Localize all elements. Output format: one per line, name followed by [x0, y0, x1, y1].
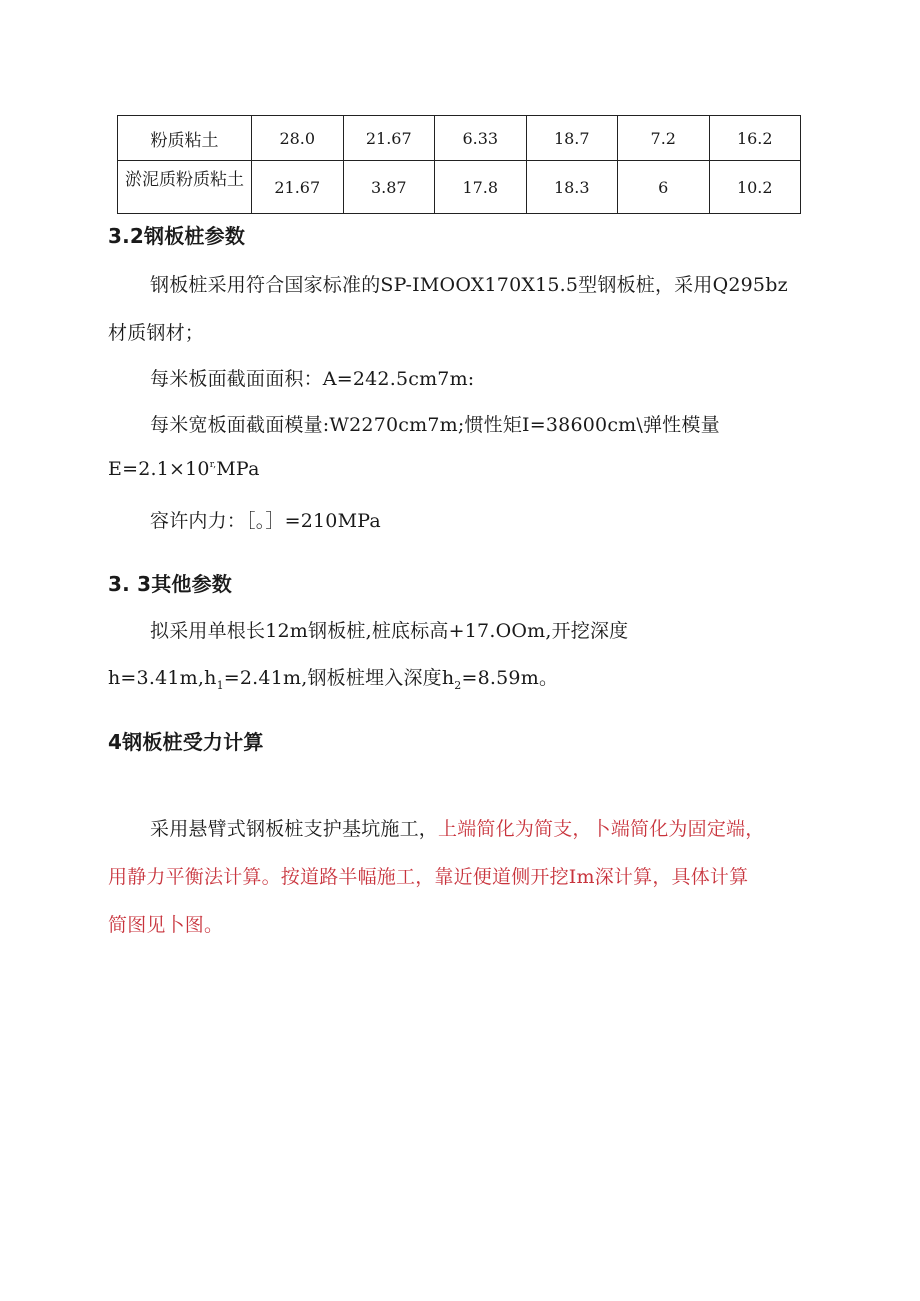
table-cell: 6 [618, 161, 710, 214]
subscript: 2 [454, 679, 462, 692]
highlighted-paragraph-line: 简图见卜图。 [108, 914, 224, 936]
table-cell: 10.2 [709, 161, 801, 214]
highlighted-text: 上端简化为简支，卜端简化为固定端， [438, 818, 765, 840]
superscript: r, [209, 460, 217, 470]
formula-text: E=2.1×10 [108, 458, 210, 480]
table-cell: 21.67 [343, 116, 435, 161]
table-row [118, 161, 801, 214]
paragraph-line: 每米板面截面面积：A=242.5cm7m: [150, 368, 475, 390]
soil-name-cell: 粉质粘土 [118, 116, 252, 161]
section-heading-3-2: 3.2钢板桩参数 [108, 224, 246, 248]
formula-text: h=3.41m,h [108, 667, 217, 689]
table-row [118, 116, 801, 161]
table-cell: 3.87 [343, 161, 435, 214]
table-cell: 18.7 [526, 116, 618, 161]
paragraph-line: 材质钢材； [108, 322, 205, 344]
table-cell: 7.2 [618, 116, 710, 161]
soil-name-cell: 淤泥质粉质粘土 [118, 161, 252, 214]
formula-text: =8.59m。 [461, 667, 559, 689]
depth-line [108, 663, 558, 690]
paragraph-line [150, 814, 764, 841]
table-cell: 6.33 [435, 116, 527, 161]
soil-parameter-table [117, 115, 801, 214]
paragraph-line: 拟采用单根长12m钢板桩,桩底标高+17.OOm,开挖深度 [150, 620, 629, 642]
table-cell: 18.3 [526, 161, 618, 214]
table-cell: 17.8 [435, 161, 527, 214]
table-cell: 28.0 [252, 116, 344, 161]
table-cell: 21.67 [252, 161, 344, 214]
formula-text: =2.41m,钢板桩埋入深度h [223, 667, 455, 689]
section-heading-3-3: 3. 3其他参数 [108, 572, 232, 596]
section-heading-4: 4钢板桩受力计算 [108, 730, 264, 754]
paragraph-text: 采用悬臂式钢板桩支护基坑施工， [150, 818, 439, 840]
table-cell: 16.2 [709, 116, 801, 161]
paragraph-line: 每米宽板面截面模量:W2270cm7m;惯性矩I=38600cm\弹性模量 [150, 414, 720, 436]
subscript: 1 [216, 679, 224, 692]
formula-text: MPa [216, 458, 260, 480]
elastic-modulus-line [108, 458, 260, 480]
paragraph-line: 钢板桩采用符合国家标准的SP-IMOOX170X15.5型钢板桩，采用Q295bz [150, 274, 788, 296]
highlighted-paragraph-line: 用静力平衡法计算。按道路半幅施工，靠近便道侧开挖Im深计算，具体计算 [108, 866, 749, 888]
paragraph-line: 容许内力：［。］=210MPa [150, 510, 381, 532]
